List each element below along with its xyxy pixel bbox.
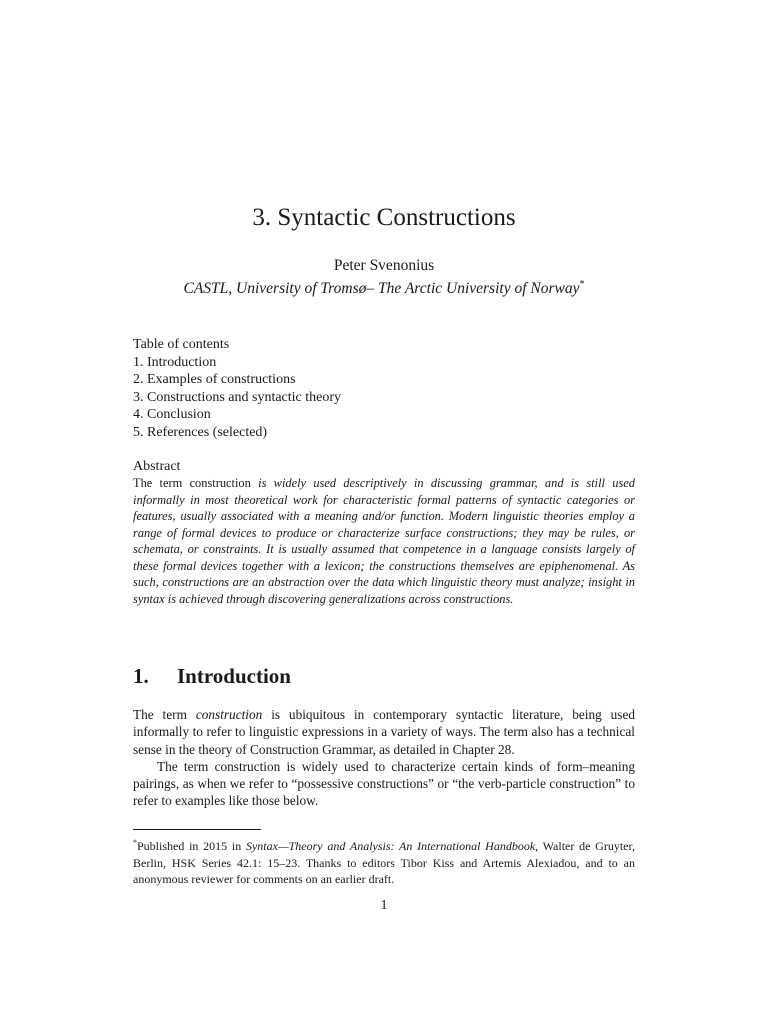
toc-item: 4. Conclusion bbox=[133, 407, 211, 422]
toc-item: 2. Examples of constructions bbox=[133, 372, 296, 387]
toc-heading: Table of contents bbox=[133, 337, 230, 352]
section-body bbox=[133, 706, 635, 810]
paragraph: The term construction is widely used to characterize certain kinds of form–meaning pairings, as when we refer to “possessive constructions” or “the verb-particle construction” to refer to examples like those below. bbox=[133, 758, 635, 809]
footnote bbox=[133, 835, 635, 888]
abstract bbox=[133, 458, 635, 607]
affiliation-text: CASTL, University of Tromsø– The Arctic University of Norway bbox=[183, 280, 580, 298]
section-heading-introduction bbox=[133, 664, 291, 689]
footnote-book-title: Syntax—Theory and Analysis: An International Handbook bbox=[245, 839, 536, 853]
abstract-lead: The term bbox=[133, 476, 183, 490]
section-number: 1. bbox=[133, 664, 149, 688]
footnote-mark: * bbox=[133, 838, 137, 847]
toc-item: 5. References (selected) bbox=[133, 424, 268, 440]
toc-item: 3. Constructions and syntactic theory bbox=[133, 389, 342, 405]
abstract-text: is widely used descriptively in discussing grammar, and is still used informally in most theoretical work for characteristic formal patterns of syntactic categories or features, usually associated with a meaning and/or function. Modern linguistic theories employ a range of formal devices to produce or characterize surface constructions; they may be rules, or schemata, or constraints. It is usually assumed that competence in a language consists largely of these formal devices together with a lexicon; the constructions themselves are epiphenomenal. As such, constructions are an abstraction over the data which linguistic theory must analyze; insight in syntax is achieved through discovering generalizations across constructions. bbox=[133, 476, 635, 606]
abstract-term: construction bbox=[189, 476, 251, 490]
paragraph-text: The term bbox=[133, 707, 187, 722]
affiliation-footnote-mark: * bbox=[579, 279, 585, 290]
footnote-rule bbox=[133, 829, 261, 830]
paper-title: 3. Syntactic Constructions bbox=[252, 204, 516, 231]
abstract-heading: Abstract bbox=[133, 459, 181, 474]
toc-item: 1. Introduction bbox=[133, 354, 217, 370]
paragraph-text: is ubiquitous in contemporary syntactic literature, being used informally to refer to linguistic expressions in a variety of ways. The term also has a technical sense in the theory of Construction Grammar, as detailed in Chapter 28. bbox=[133, 707, 636, 757]
emphasized-term: construction bbox=[195, 707, 263, 722]
author-name: Peter Svenonius bbox=[333, 257, 435, 274]
footnote-text: Published in 2015 in bbox=[137, 839, 242, 853]
footnote-text: , Walter de Gruyter, Berlin, HSK Series 42.1: 15–23. Thanks to editors Tibor Kiss and Artemis Alexiadou, and to an anonymous reviewer for comments on an earlier draft. bbox=[133, 839, 635, 886]
paragraph bbox=[133, 706, 635, 758]
abstract-body bbox=[133, 475, 635, 607]
author-affiliation bbox=[0, 279, 768, 298]
section-title: Introduction bbox=[177, 664, 291, 688]
page-number: 1 bbox=[380, 898, 388, 913]
table-of-contents bbox=[133, 336, 633, 441]
